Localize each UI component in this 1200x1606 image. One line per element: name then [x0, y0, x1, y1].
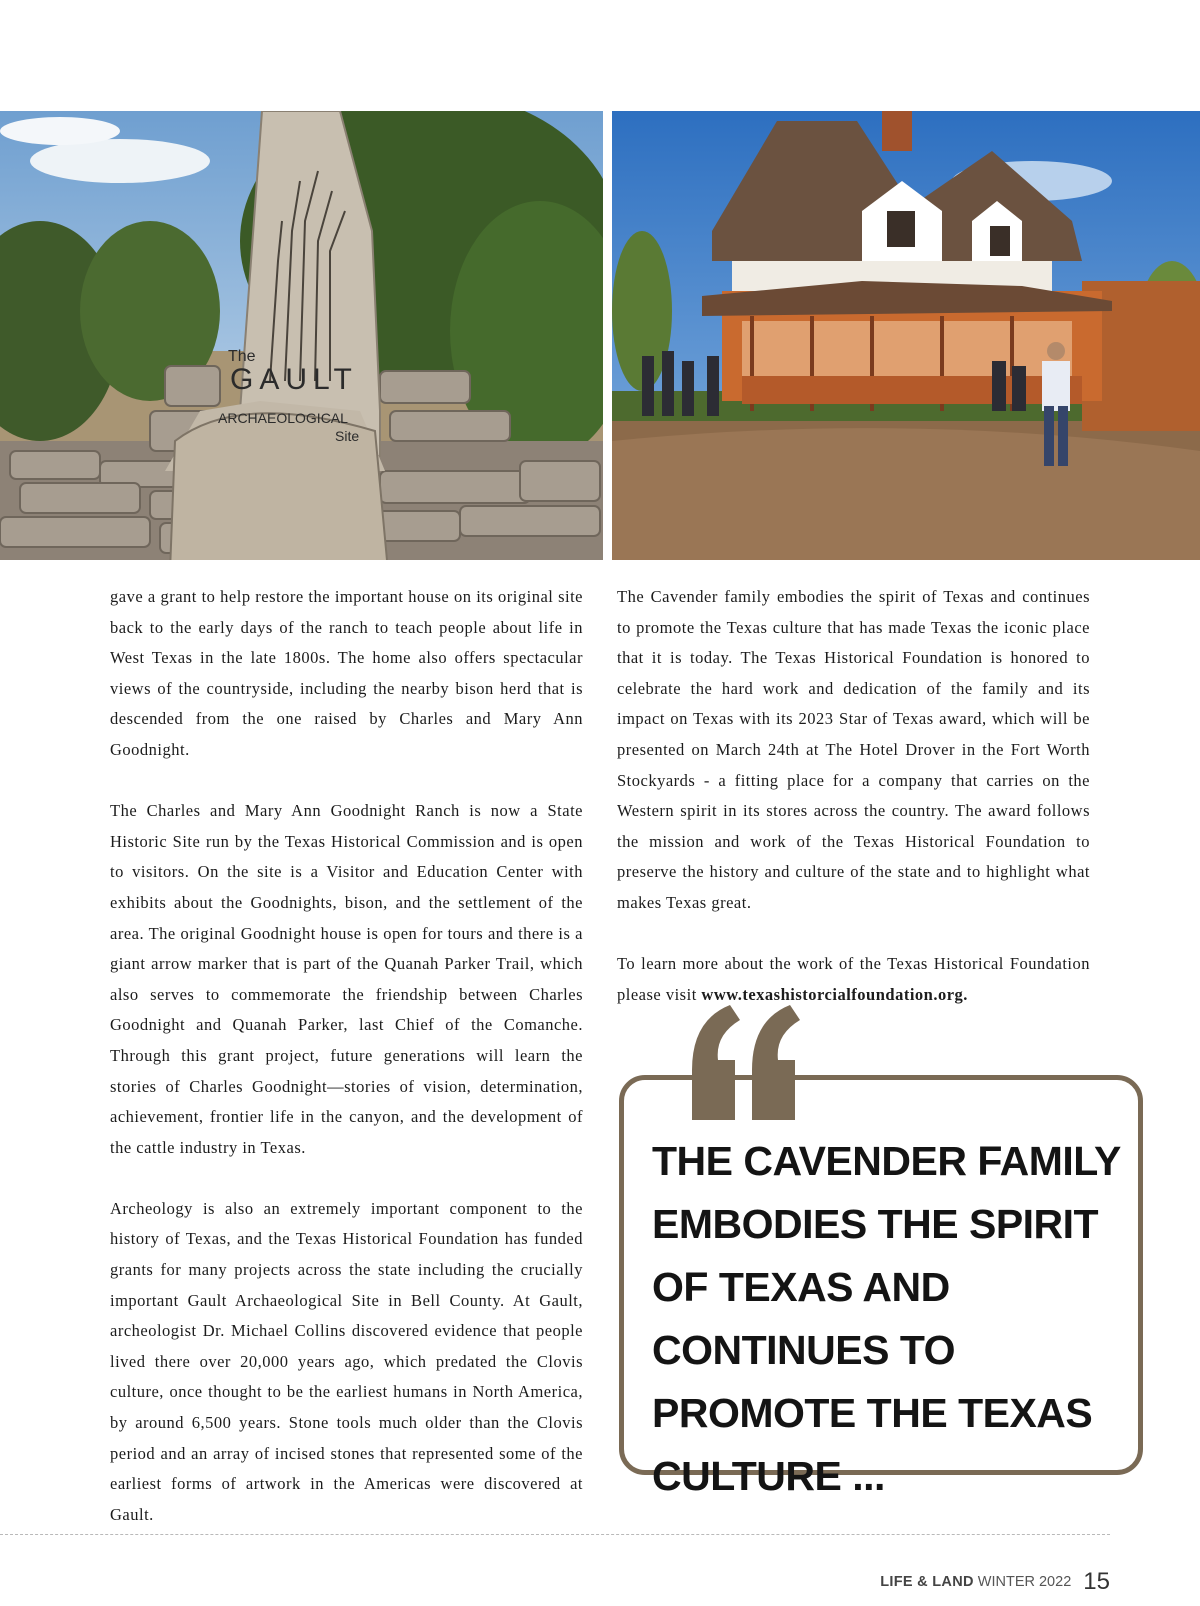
foundation-url-link[interactable]: www.texashistorcialfoundation.org. [701, 984, 968, 1004]
sign-line2-text: Site [335, 428, 360, 444]
footer-divider [0, 1534, 1110, 1535]
pull-quote-text: THE CAVENDER FAMILY EMBODIES THE SPIRIT OF TEXAS AND CONTINUES TO PROMOTE THE TEXAS CULTURE ... [652, 1138, 1121, 1499]
quote-mark-icon [690, 1000, 802, 1120]
right-paragraph-2 [617, 949, 1090, 1010]
right-text-column [617, 582, 1090, 1041]
ranch-house-photo [612, 111, 1200, 560]
page-footer [880, 1568, 1110, 1596]
left-paragraph-3: Archeology is also an extremely important component to the history of Texas, and the Texas Historical Foundation has funded grants for many projects across the state including the crucially important Gault Archaeological Site in Bell County. At Gault, archeologist Dr. Michael Collins discovered evidence that people lived there over 20,000 years ago, which predated the Clovis culture, once thought to be the earliest humans in North America, by around 6,500 years. Stone tools much older than the Clovis period and an array of incised stones that represented some of the earliest forms of artwork in the Americas were discovered at Gault. [110, 1198, 583, 1524]
gault-site-photo [0, 111, 603, 560]
sign-line1-text: ARCHAEOLOGICAL [218, 410, 348, 426]
sign-the-text: The [228, 348, 256, 365]
left-text-column [110, 582, 583, 1561]
sign-name-text: GAULT [230, 363, 358, 396]
issue-label: WINTER 2022 [977, 1574, 1072, 1590]
visit-text: To learn more about the work of the Texas Historical Foundation please visit [617, 954, 1090, 1004]
left-paragraph-1: gave a grant to help restore the important house on its original site back to the early days of the ranch to teach people about life in West Texas in the late 1800s. The home also offers spectacular views of the countryside, including the nearby bison herd that is descended from the one raised by Charles and Mary Ann Goodnight. [110, 587, 583, 759]
page-number: 15 [1083, 1568, 1110, 1595]
left-paragraph-2: The Charles and Mary Ann Goodnight Ranch is now a State Historic Site run by the Texas Historical Commission and is open to visitors. On the site is a Visitor and Education Center with exhibits about the Goodnights, bison, and the settlement of the area. The original Goodnight house is open for tours and there is a giant arrow marker that is part of the Quanah Parker Trail, which also serves to commemorate the friendship between Charles Goodnight and Quanah Parker, last Chief of the Comanche. Through this grant project, future generations will learn the stories of Charles Goodnight—stories of vision, determination, achievement, frontier life in the canyon, and the development of the cattle industry in Texas. [110, 801, 583, 1157]
publication-name: LIFE & LAND [880, 1574, 974, 1590]
right-paragraph-1: The Cavender family embodies the spirit of Texas and continues to promote the Texas culture that has made Texas the iconic place that it is today. The Texas Historical Foundation is honored to celebrate the hard work and dedication of the family and its impact on Texas with its 2023 Star of Texas award, which will be presented on March 24th at The Hotel Drover in the Fort Worth Stockyards - a fitting place for a company that carries on the Western spirit in its stores across the country. The award follows the mission and work of the Texas Historical Foundation to preserve the history and culture of the state and to highlight what makes Texas great. [617, 587, 1090, 912]
